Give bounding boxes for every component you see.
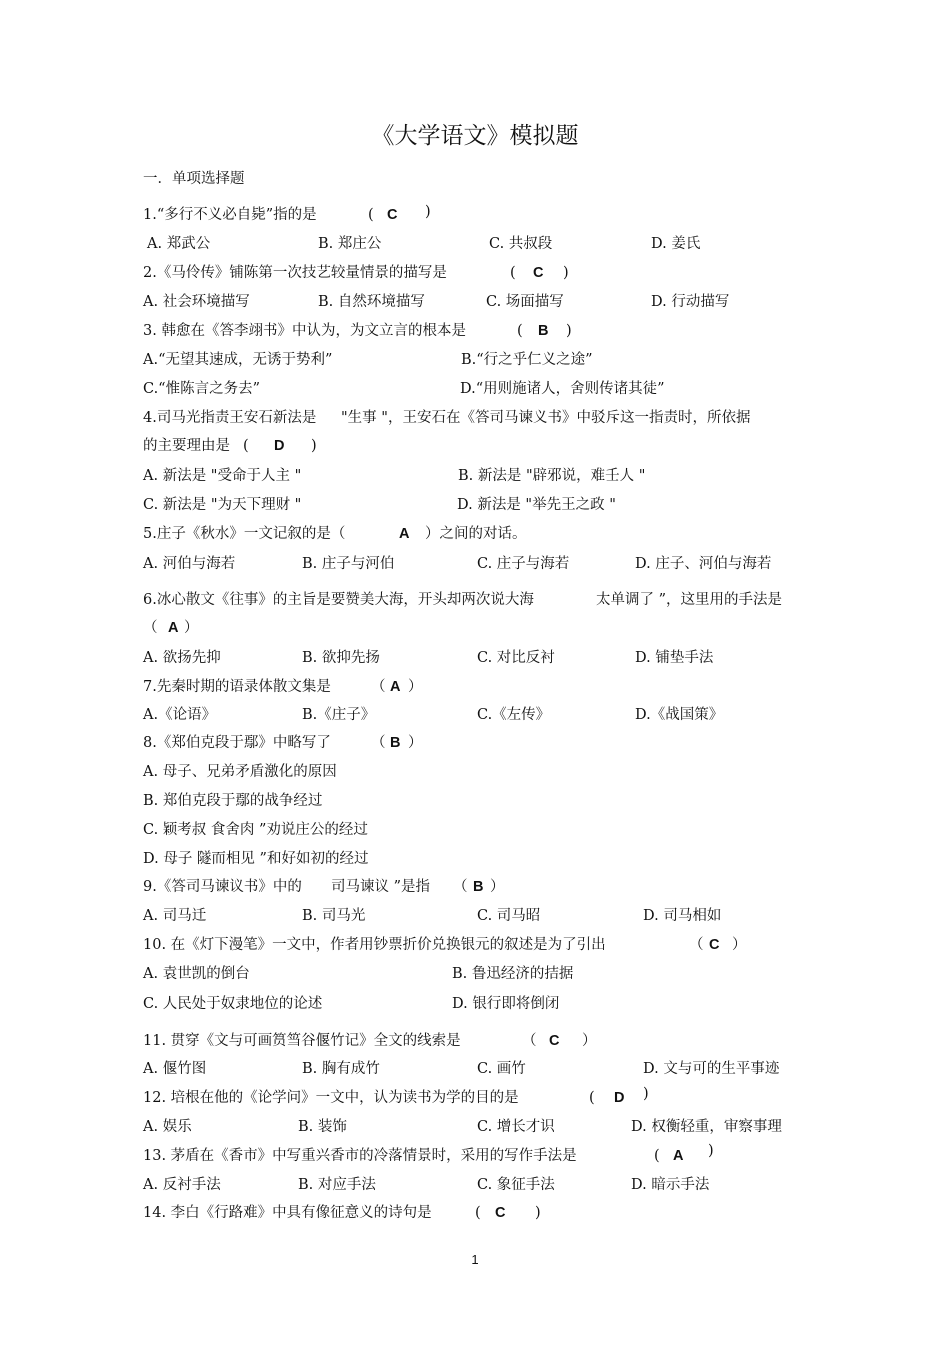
q8-stem: 8.《郑伯克段于鄢》中略写了 <box>143 735 331 751</box>
q4-option-a: A. 新法是 "受命于人主 " <box>143 468 302 484</box>
q6-option-b: B. 欲抑先扬 <box>302 650 380 666</box>
q10-open-paren: （ <box>689 937 704 953</box>
q9-option-b: B. 司马光 <box>302 908 366 924</box>
q8-option-a: A. 母子、兄弟矛盾激化的原因 <box>143 764 337 780</box>
q10-stem: 10. 在《灯下漫笔》一文中，作者用钞票折价兑换银元的叙述是为了引出 <box>143 937 606 953</box>
q2-option-d: D. 行动描写 <box>651 294 730 310</box>
q10-answer: C <box>709 937 720 953</box>
q12-option-a: A. 娱乐 <box>143 1119 192 1135</box>
q7-open-paren: （ <box>371 679 386 695</box>
q10-option-d: D. 银行即将倒闭 <box>452 996 560 1012</box>
q8-option-b: B. 郑伯克段于鄢的战争经过 <box>143 793 323 809</box>
q7-stem: 7.先秦时期的语录体散文集是 <box>143 679 331 695</box>
q3-answer: B <box>538 323 549 339</box>
q9-stem: 9.《答司马谏议书》中的 <box>143 879 302 895</box>
q6-close-paren: ） <box>184 620 199 636</box>
q13-close-paren: ) <box>708 1143 714 1159</box>
q2-answer: C <box>533 265 544 281</box>
q1-option-c: C. 共叔段 <box>489 236 553 252</box>
q11-open-paren: （ <box>522 1033 537 1049</box>
q8-open-paren: （ <box>371 735 386 751</box>
q13-answer: A <box>673 1148 684 1164</box>
q4-stem-line2: 的主要理由是 <box>143 438 230 454</box>
q3-option-d: D.“用则施诸人，舍则传诸其徒” <box>460 381 665 397</box>
q14-stem: 14. 李白《行路难》中具有像征意义的诗句是 <box>143 1205 432 1221</box>
page-title: 《大学语文》模拟题 <box>371 123 579 149</box>
q2-close-paren: ) <box>563 265 569 281</box>
q10-close-paren: ） <box>732 937 747 953</box>
q4-open-paren: ( <box>243 438 249 454</box>
q6-stem-line1: 6.冰心散文《往事》的主旨是要赞美大海，开头却两次说大海 <box>143 592 534 608</box>
q4-answer: D <box>274 438 285 454</box>
q14-close-paren: ) <box>535 1205 541 1221</box>
q1-open-paren: ( <box>368 207 374 223</box>
q13-open-paren: ( <box>654 1148 660 1164</box>
q4-stem-line1-cont: "生事 "，王安石在《答司马谏义书》中驳斥这一指责时，所依据 <box>341 410 751 426</box>
q9-option-d: D. 司马相如 <box>643 908 722 924</box>
q4-option-b: B. 新法是 "辟邪说，难壬人 " <box>458 468 646 484</box>
q1-answer: C <box>387 207 398 223</box>
q11-option-b: B. 胸有成竹 <box>302 1061 380 1077</box>
section-heading: 一．单项选择题 <box>143 171 245 187</box>
q7-close-paren: ） <box>408 679 423 695</box>
q4-option-d: D. 新法是 "举先王之政 " <box>457 497 616 513</box>
q6-open-paren: （ <box>143 620 158 636</box>
q8-option-c: C. 颖考叔 食舍肉 ”劝说庄公的经过 <box>143 822 368 838</box>
q2-option-c: C. 场面描写 <box>486 294 564 310</box>
q13-stem: 13. 茅盾在《香市》中写重兴香市的冷落情景时，采用的写作手法是 <box>143 1148 577 1164</box>
q5-stem-end: ）之间的对话。 <box>425 526 527 542</box>
q5-answer: A <box>399 526 410 542</box>
q11-answer: C <box>549 1033 560 1049</box>
q12-close-paren: ) <box>643 1086 649 1102</box>
page-number: 1 <box>471 1252 479 1267</box>
q3-option-b: B.“行之乎仁义之途” <box>461 352 593 368</box>
q6-option-a: A. 欲扬先抑 <box>143 650 221 666</box>
q9-answer: B <box>473 879 484 895</box>
q7-option-d: D.《战国策》 <box>635 707 724 723</box>
q6-answer: A <box>168 620 179 636</box>
q11-option-c: C. 画竹 <box>477 1061 526 1077</box>
q12-option-b: B. 装饰 <box>298 1119 347 1135</box>
q11-close-paren: ） <box>582 1033 597 1049</box>
q3-option-a: A.“无望其速成，无诱于势利” <box>143 352 333 368</box>
q3-option-c: C.“惟陈言之务去” <box>143 381 261 397</box>
q7-option-a: A.《论语》 <box>143 707 217 723</box>
q3-close-paren: ) <box>566 323 572 339</box>
q12-option-c: C. 增长才识 <box>477 1119 555 1135</box>
q2-option-b: B. 自然环境描写 <box>318 294 425 310</box>
q5-option-d: D. 庄子、河伯与海若 <box>635 556 772 572</box>
q7-option-b: B.《庄子》 <box>302 707 376 723</box>
q9-close-paren: ） <box>490 879 505 895</box>
q1-close-paren: ) <box>425 204 431 220</box>
q2-stem: 2.《马伶传》铺陈第一次技艺较量情景的描写是 <box>143 265 447 281</box>
q13-option-a: A. 反衬手法 <box>143 1177 221 1193</box>
q1-option-b: B. 郑庄公 <box>318 236 382 252</box>
q11-option-a: A. 偃竹图 <box>143 1061 207 1077</box>
q4-close-paren: ) <box>311 438 317 454</box>
q10-option-a: A. 袁世凯的倒台 <box>143 966 250 982</box>
q9-open-paren: （ <box>453 879 468 895</box>
q11-stem: 11. 贯穿《文与可画筼筜谷偃竹记》全文的线索是 <box>143 1033 461 1049</box>
q4-option-c: C. 新法是 "为天下理财 " <box>143 497 302 513</box>
q6-stem-line1-cont: 太单调了 ”，这里用的手法是 <box>596 592 783 608</box>
q3-stem: 3. 韩愈在《答李翊书》中认为，为文立言的根本是 <box>143 323 466 339</box>
q6-option-d: D. 铺垫手法 <box>635 650 714 666</box>
q1-option-a: A. 郑武公 <box>147 236 211 252</box>
q10-option-c: C. 人民处于奴隶地位的论述 <box>143 996 323 1012</box>
q9-stem-cont: 司马谏议 ”是指 <box>331 879 431 895</box>
q1-stem: 1.“多行不义必自毙”指的是 <box>143 207 317 223</box>
q5-stem: 5.庄子《秋水》一文记叙的是（ <box>143 526 346 542</box>
q9-option-c: C. 司马昭 <box>477 908 541 924</box>
q13-option-c: C. 象征手法 <box>477 1177 555 1193</box>
q8-close-paren: ） <box>408 735 423 751</box>
q4-stem-line1: 4.司马光指责王安石新法是 <box>143 410 317 426</box>
q8-answer: B <box>390 735 401 751</box>
q5-option-b: B. 庄子与河伯 <box>302 556 395 572</box>
q1-option-d: D. 姜氏 <box>651 236 701 252</box>
q12-open-paren: ( <box>589 1090 595 1106</box>
q6-option-c: C. 对比反衬 <box>477 650 555 666</box>
q5-option-a: A. 河伯与海若 <box>143 556 236 572</box>
q7-option-c: C.《左传》 <box>477 707 551 723</box>
q8-option-d: D. 母子 隧而相见 ”和好如初的经过 <box>143 851 369 867</box>
q5-option-c: C. 庄子与海若 <box>477 556 570 572</box>
q14-answer: C <box>495 1205 506 1221</box>
q10-option-b: B. 鲁迅经济的拮据 <box>452 966 574 982</box>
q2-open-paren: ( <box>510 265 516 281</box>
q9-option-a: A. 司马迁 <box>143 908 207 924</box>
q7-answer: A <box>390 679 401 695</box>
q14-open-paren: ( <box>475 1205 481 1221</box>
q12-answer: D <box>614 1090 625 1106</box>
q12-stem: 12. 培根在他的《论学问》一文中，认为读书为学的目的是 <box>143 1090 519 1106</box>
q13-option-d: D. 暗示手法 <box>631 1177 710 1193</box>
q12-option-d: D. 权衡轻重，审察事理 <box>631 1119 782 1135</box>
q13-option-b: B. 对应手法 <box>298 1177 376 1193</box>
q3-open-paren: ( <box>517 323 523 339</box>
q2-option-a: A. 社会环境描写 <box>143 294 250 310</box>
q11-option-d: D. 文与可的生平事迹 <box>643 1061 780 1077</box>
